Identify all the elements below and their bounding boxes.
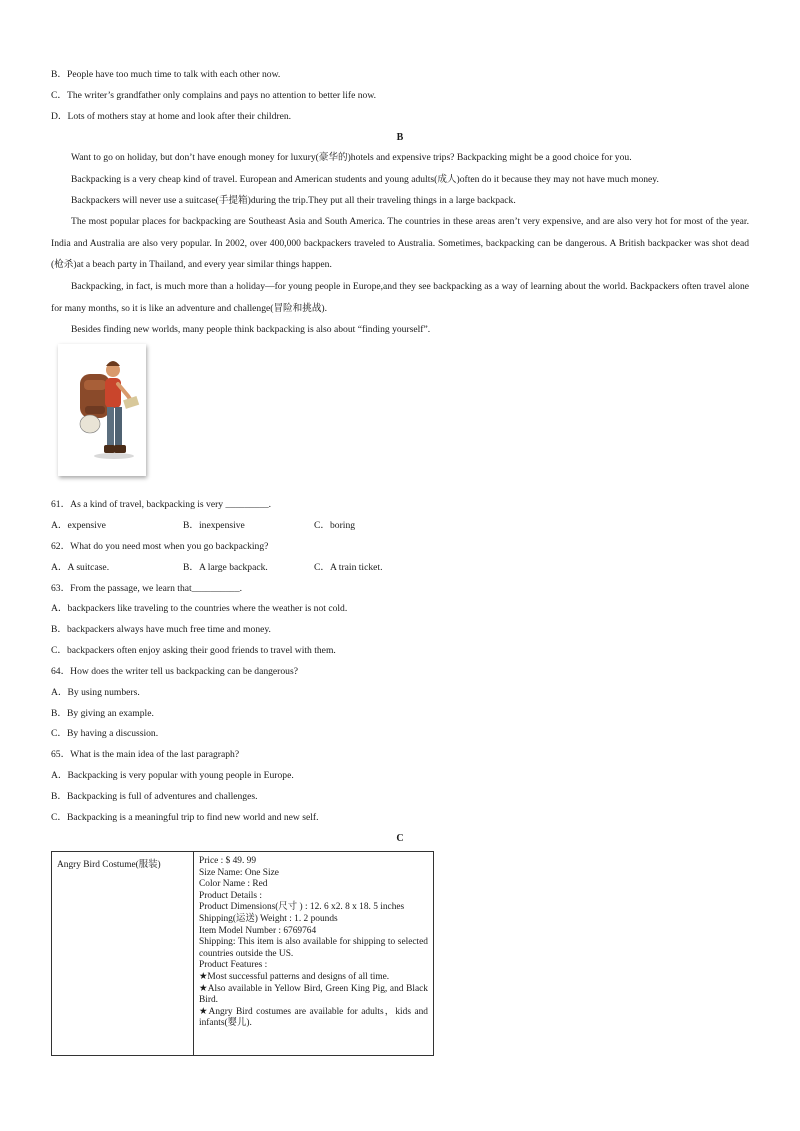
feature-1: ★Most successful patterns and designs of all time. bbox=[199, 971, 390, 982]
paragraph-1: Want to go on holiday, but don’t have enough money for luxury(豪华的)hotels and expensive trips? Backpacking might be a good choice for you. bbox=[71, 152, 632, 163]
q63-option-a: A．backpackers like traveling to the countries where the weather is not cold. bbox=[51, 603, 348, 614]
q62-stem: 62．What do you need most when you go backpacking? bbox=[51, 541, 269, 552]
q65-option-b: B．Backpacking is full of adventures and challenges. bbox=[51, 791, 258, 802]
q61-stem: 61．As a kind of travel, backpacking is very _________. bbox=[51, 499, 272, 510]
backpacker-illustration bbox=[58, 344, 146, 476]
prev-option-d: D．Lots of mothers stay at home and look after their children. bbox=[51, 111, 292, 122]
q65-stem: 65．What is the main idea of the last paragraph? bbox=[51, 749, 240, 760]
q62-option-c: C．A train ticket. bbox=[314, 562, 383, 573]
color-name: Color Name : Red bbox=[199, 879, 268, 890]
q64-option-c: C．By having a discussion. bbox=[51, 728, 159, 739]
paragraph-6: Besides finding new worlds, many people think backpacking is also about “finding yourself”. bbox=[71, 324, 431, 335]
features-label: Product Features : bbox=[199, 960, 268, 971]
q62-option-a: A．A suitcase. bbox=[51, 562, 110, 573]
item-model-number: Item Model Number : 6769764 bbox=[199, 925, 317, 936]
q61-option-c: C．boring bbox=[314, 520, 356, 531]
paragraph-3: Backpackers will never use a suitcase(手提箱)during the trip.They put all their traveling things in a large backpack. bbox=[71, 195, 516, 206]
q65-option-a: A．Backpacking is very popular with young people in Europe. bbox=[51, 770, 294, 781]
product-name: Angry Bird Costume(服装) bbox=[52, 852, 194, 1056]
paragraph-2: Backpacking is a very cheap kind of travel. European and American students and young adults(成人)often do it because they may not have much money. bbox=[71, 174, 659, 185]
q64-option-b: B．By giving an example. bbox=[51, 708, 154, 719]
section-c-heading: C bbox=[396, 833, 404, 844]
price: Price : $ 49. 99 bbox=[199, 856, 257, 866]
product-details bbox=[194, 852, 434, 1056]
product-table bbox=[51, 851, 434, 1056]
backpacker-icon bbox=[58, 344, 146, 476]
size-name: Size Name: One Size bbox=[199, 867, 279, 878]
feature-2: ★Also available in Yellow Bird, Green King Pig, and Black Bird. bbox=[199, 983, 428, 1006]
q64-option-a: A．By using numbers. bbox=[51, 687, 140, 698]
details-label: Product Details : bbox=[199, 890, 263, 901]
paragraph-5: Backpacking, in fact, is much more than a holiday—for young people in Europe,and they see backpacking as a way of learning about the world. Backpackers often travel alone for many months, so it is like an adventure and challenge(冒险和挑战). bbox=[51, 281, 749, 314]
q63-option-c: C．backpackers often enjoy asking their good friends to travel with them. bbox=[51, 645, 336, 656]
shipping-info: Shipping: This item is also available for shipping to selected countries outside the US. bbox=[199, 937, 428, 959]
q63-option-b: B．backpackers always have much free time and money. bbox=[51, 624, 271, 635]
q64-stem: 64．How does the writer tell us backpacking can be dangerous? bbox=[51, 666, 298, 677]
q65-option-c: C．Backpacking is a meaningful trip to find new world and new self. bbox=[51, 812, 319, 823]
prev-option-c: C．The writer’s grandfather only complains and pays no attention to better life now. bbox=[51, 90, 377, 101]
q63-stem: 63．From the passage, we learn that__________. bbox=[51, 583, 243, 594]
q61-option-a: A．expensive bbox=[51, 520, 106, 531]
feature-3: ★Angry Bird costumes are available for adults，kids and infants(婴儿). bbox=[199, 1006, 428, 1029]
q62-option-b: B．A large backpack. bbox=[183, 562, 268, 573]
shipping-weight: Shipping(运送) Weight : 1. 2 pounds bbox=[199, 913, 338, 924]
section-b-heading: B bbox=[396, 132, 404, 143]
product-dimensions: Product Dimensions(尺寸 ) : 12. 6 x2. 8 x 18. 5 inches bbox=[199, 902, 405, 913]
prev-option-b: B．People have too much time to talk with each other now. bbox=[51, 69, 281, 80]
paragraph-4: The most popular places for backpacking are Southeast Asia and South America. The countries in these areas aren’t very expensive, and are also very hot for most of the year. India and Australia are also very popular. In 2002, over 400,000 backpackers traveled to Australia. Sometimes, backpacking can be dangerous. A British backpacker was shot dead (枪杀)at a beach party in Thailand, and every year similar things happen. bbox=[51, 216, 749, 270]
q61-option-b: B．inexpensive bbox=[183, 520, 245, 531]
